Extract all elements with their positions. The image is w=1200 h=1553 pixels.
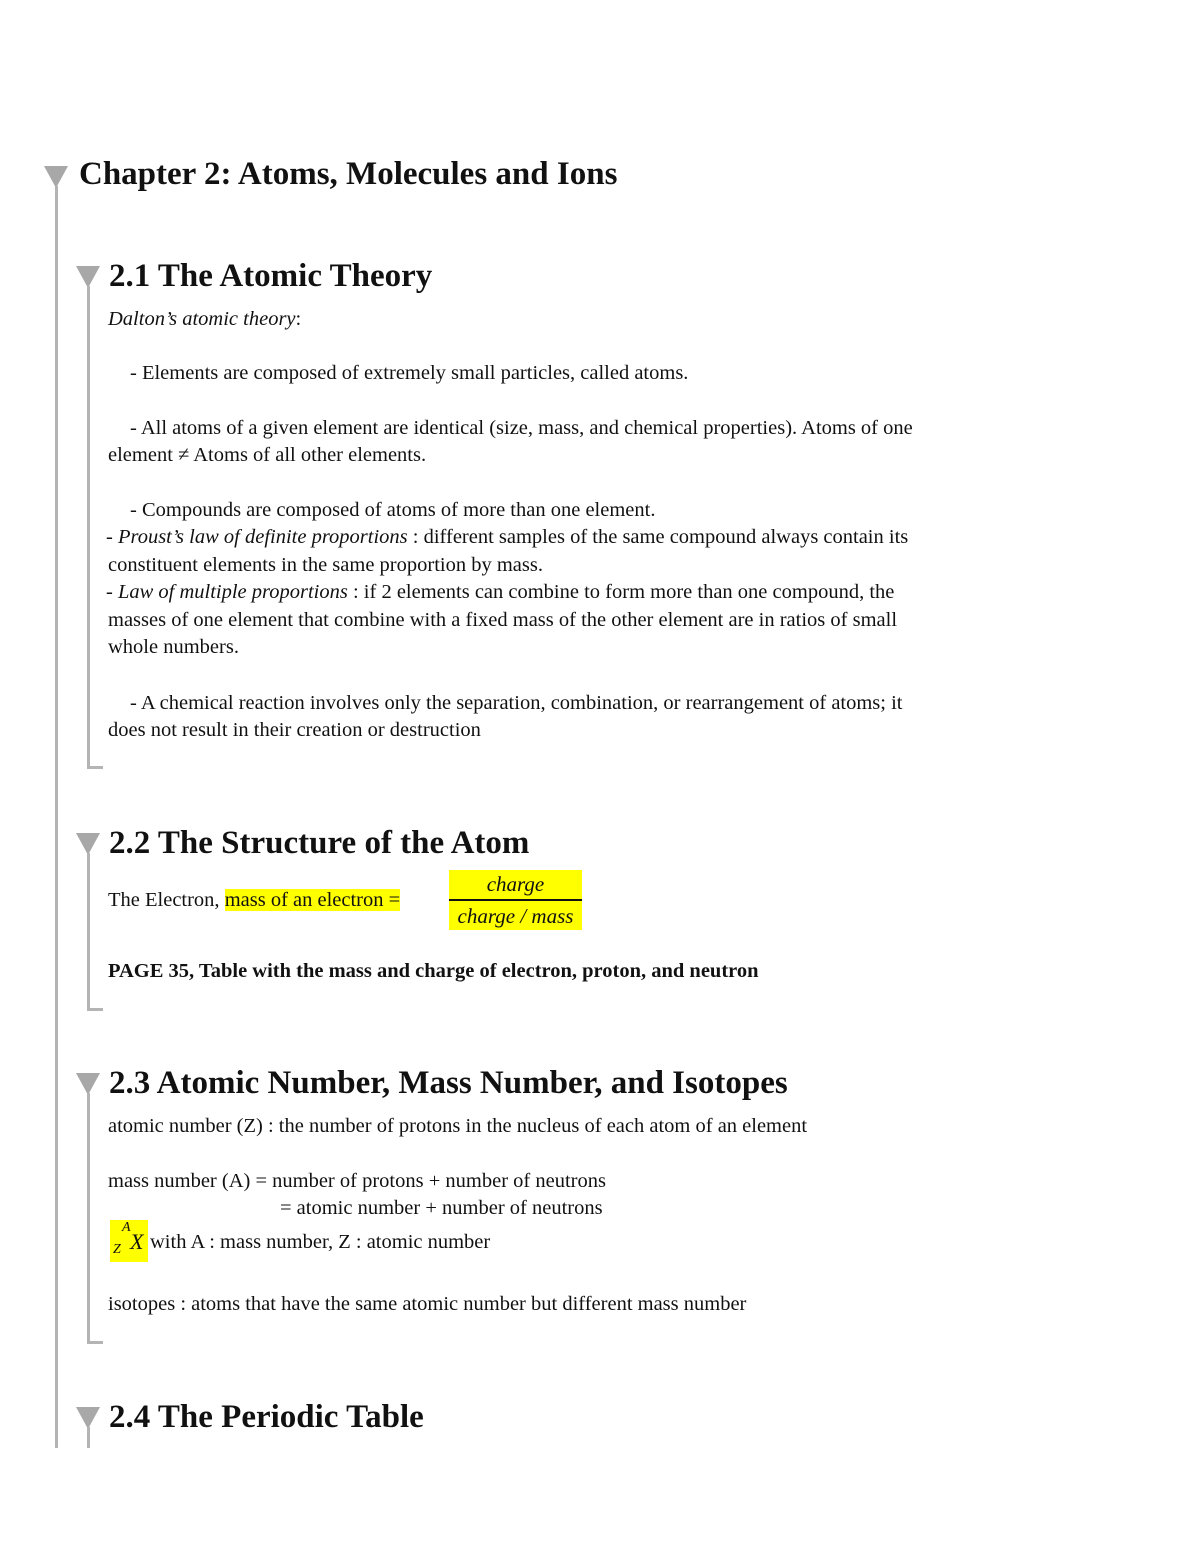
paragraph	[106, 579, 894, 607]
outline-line	[87, 1427, 90, 1448]
paragraph: - A chemical reaction involves only the separation, combination, or rearrangement of atoms; it	[130, 692, 903, 714]
section-title-2-3: 2.3 Atomic Number, Mass Number, and Isotopes	[109, 1065, 788, 1101]
law-definition: : different samples of the same compound always contain its	[407, 526, 909, 548]
fraction-denominator: charge / mass	[457, 904, 574, 928]
law-term: Proust’s law of definite proportions	[117, 526, 408, 548]
outline-line	[87, 766, 103, 769]
dash: -	[106, 581, 118, 603]
section-title-2-4: 2.4 The Periodic Table	[109, 1399, 424, 1435]
outline-line	[87, 1008, 103, 1011]
dalton-heading	[108, 306, 301, 334]
isotopes-definition: isotopes : atoms that have the same atomic number but different mass number	[108, 1293, 747, 1315]
collapse-triangle-icon[interactable]	[76, 833, 100, 855]
section-title-2-2: 2.2 The Structure of the Atom	[109, 825, 530, 861]
paragraph: whole numbers.	[108, 636, 239, 658]
electron-line	[108, 887, 400, 915]
collapse-triangle-icon[interactable]	[76, 1407, 100, 1429]
paragraph: element ≠ Atoms of all other elements.	[108, 444, 427, 466]
electron-prefix: The Electron,	[108, 889, 225, 911]
paragraph: constituent elements in the same proportion by mass.	[108, 554, 543, 576]
collapse-triangle-icon[interactable]	[44, 166, 68, 188]
outline-line	[87, 1341, 103, 1344]
dalton-colon: :	[295, 308, 302, 330]
paragraph	[106, 524, 908, 552]
atomic-number-definition: atomic number (Z) : the number of protons in the nucleus of each atom of an element	[108, 1115, 808, 1137]
paragraph: masses of one element that combine with a fixed mass of the other element are in ratios of small	[108, 609, 898, 631]
nuclide-atomic-number: Z	[113, 1242, 121, 1257]
dash: -	[106, 526, 118, 548]
paragraph: - Elements are composed of extremely small particles, called atoms.	[130, 362, 689, 384]
collapse-triangle-icon[interactable]	[76, 1073, 100, 1095]
nuclide-symbol: X	[130, 1229, 144, 1254]
law-definition: : if 2 elements can combine to form more than one compound, the	[347, 581, 895, 603]
outline-line	[87, 286, 90, 768]
outline-line	[87, 1093, 90, 1343]
law-term: Law of multiple proportions	[117, 581, 348, 603]
page-note: PAGE 35, Table with the mass and charge of electron, proton, and neutron	[108, 960, 759, 982]
notation-explanation: with A : mass number, Z : atomic number	[150, 1231, 491, 1253]
mass-number-definition: mass number (A) = number of protons + number of neutrons	[108, 1170, 606, 1192]
paragraph: - Compounds are composed of atoms of more than one element.	[130, 499, 656, 521]
electron-formula-label: mass of an electron =	[224, 889, 401, 911]
paragraph: - All atoms of a given element are identical (size, mass, and chemical properties). Atoms of one	[130, 417, 913, 439]
fraction-bar	[449, 899, 582, 901]
paragraph: does not result in their creation or destruction	[108, 719, 481, 741]
outline-line	[55, 186, 58, 1448]
mass-number-definition-2: = atomic number + number of neutrons	[280, 1197, 603, 1219]
fraction-numerator: charge	[486, 872, 545, 896]
electron-mass-fraction	[449, 870, 582, 930]
dalton-term: Dalton’s atomic theory	[108, 308, 296, 330]
nuclide-mass-number: A	[122, 1220, 131, 1235]
section-title-2-1: 2.1 The Atomic Theory	[109, 258, 433, 294]
collapse-triangle-icon[interactable]	[76, 266, 100, 288]
nuclide-notation	[110, 1220, 148, 1262]
outline-line	[87, 853, 90, 1010]
chapter-title: Chapter 2: Atoms, Molecules and Ions	[79, 156, 618, 192]
